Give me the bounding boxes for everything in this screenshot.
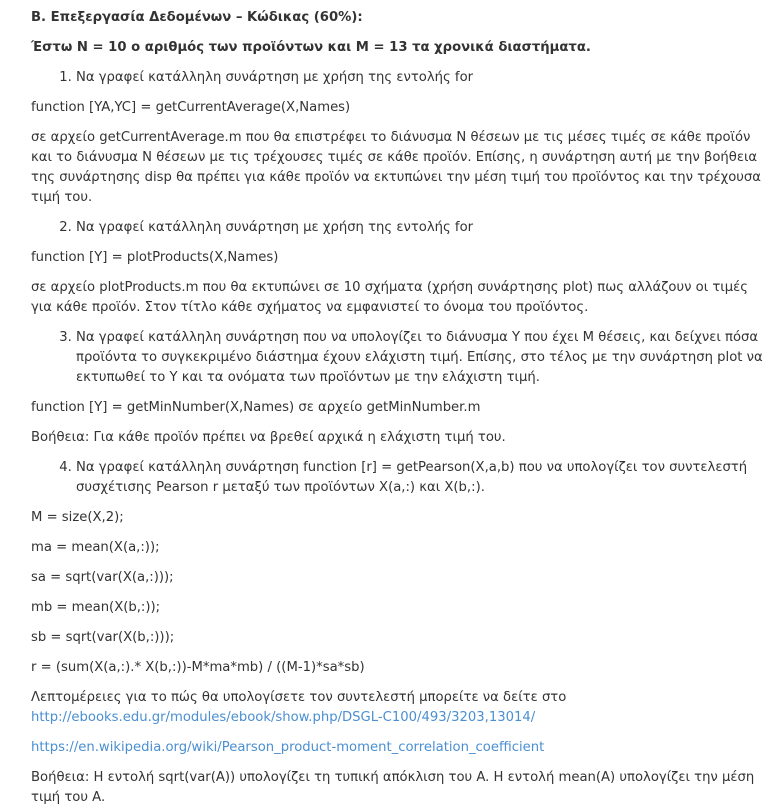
intro-statement: Έστω N = 10 ο αριθμός των προϊόντων και M = 13 τα χρονικά διαστήματα. xyxy=(31,40,591,55)
wikipedia-link[interactable]: https://en.wikipedia.org/wiki/Pearson_product-moment_correlation_coefficient xyxy=(31,740,545,755)
details-text: Λεπτομέρειες για το πώς θα υπολογίσετε τον συντελεστή μπορείτε να δείτε στο xyxy=(31,690,567,705)
code-line: ma = mean(X(a,:)); xyxy=(31,540,160,555)
code-line: r = (sum(X(a,:).* X(b,:))-M*ma*mb) / ((M-1)*sa*sb) xyxy=(31,660,365,675)
ebooks-link[interactable]: http://ebooks.edu.gr/modules/ebook/show.php/DSGL-C100/493/3203,13014/ xyxy=(31,710,536,725)
task-1-description: σε αρχείο getCurrentAverage.m που θα επιστρέφει το διάνυσμα N θέσεων με τις μέσες τιμές σε κάθε προϊόν και το διάνυσμα N θέσεων με τις τρέχουσες τιμές σε κάθε προϊόν. Επίσης, η συνάρτηση αυτή με την βοήθεια της συνάρτησης disp θα πρέπει για κάθε προϊόν να εκτυπώνει την μέση τιμή του προϊόντος και την τρέχουσα τιμή του. xyxy=(31,130,761,205)
task-1-signature: function [YA,YC] = getCurrentAverage(X,Names) xyxy=(31,100,351,115)
task-3-help: Βοήθεια: Για κάθε προϊόν πρέπει να βρεθεί αρχικά η ελάχιστη τιμή του. xyxy=(31,430,506,445)
code-line: sa = sqrt(var(X(a,:))); xyxy=(31,570,174,585)
details-paragraph xyxy=(31,688,772,728)
section-heading: Β. Επεξεργασία Δεδομένων – Κώδικας (60%): xyxy=(31,10,363,25)
code-line: sb = sqrt(var(X(b,:))); xyxy=(31,630,175,645)
code-line: mb = mean(X(b,:)); xyxy=(31,600,161,615)
task-list-3 xyxy=(31,328,772,388)
help-paragraph: Βοήθεια: Η εντολή sqrt(var(A)) υπολογίζει τη τυπική απόκλιση του A. Η εντολή mean(A) υπολογίζει την μέση τιμή του A. xyxy=(31,770,755,805)
task-1-text: 1. Να γραφεί κατάλληλη συνάρτηση με χρήση της εντολής for xyxy=(76,68,772,88)
task-2-description: σε αρχείο plotProducts.m που θα εκτυπώνει σε 10 σχήματα (χρήση συνάρτησης plot) πως αλλάζουν οι τιμές για κάθε προϊόν. Στον τίτλο κάθε σχήματος να εμφανιστεί το όνομα του προϊόντος. xyxy=(31,280,749,315)
task-4-text: 4. Να γραφεί κατάλληλη συνάρτηση function [r] = getPearson(X,a,b) που να υπολογίζει τον συντελεστή συσχέτισης Pearson r μεταξύ των προϊόντων X(a,:) και X(b,:). xyxy=(76,458,772,498)
task-list-1 xyxy=(31,68,772,88)
task-3-text: 3. Να γραφεί κατάλληλη συνάρτηση που να υπολογίζει το διάνυσμα Y που έχει M θέσεις, και δείχνει πόσα προϊόντα το συγκεκριμένο διάστημα έχουν ελάχιστη τιμή. Επίσης, στο τέλος με την συνάρτηση plot να εκτυπωθεί το Y και τα ονόματα των προϊόντων με την ελάχιστη τιμή. xyxy=(76,328,772,388)
task-2-text: 2. Να γραφεί κατάλληλη συνάρτηση με χρήση της εντολής for xyxy=(76,218,772,238)
task-list-2 xyxy=(31,218,772,238)
wikipedia-paragraph xyxy=(31,738,772,758)
code-line: M = size(X,2); xyxy=(31,510,124,525)
task-2-signature: function [Y] = plotProducts(X,Names) xyxy=(31,250,279,265)
task-list-4 xyxy=(31,458,772,498)
task-3-signature: function [Y] = getMinNumber(X,Names) σε αρχείο getMinNumber.m xyxy=(31,400,481,415)
